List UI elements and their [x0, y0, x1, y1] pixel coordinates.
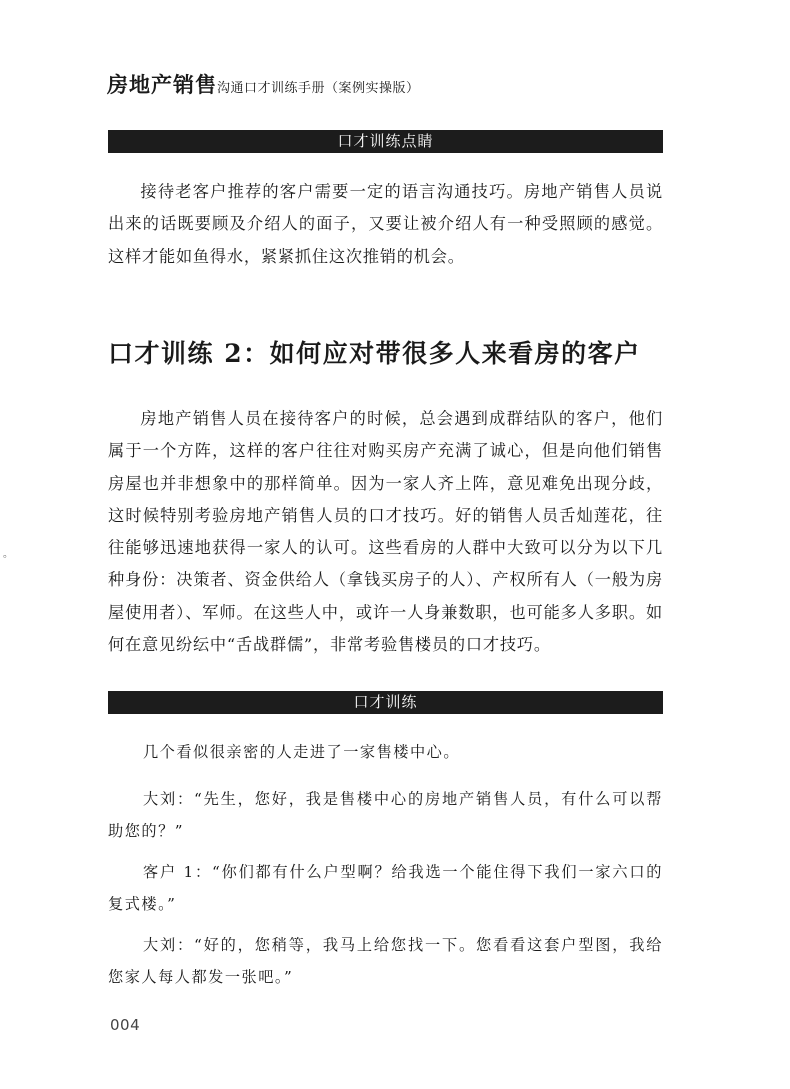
intro-paragraph: 房地产销售人员在接待客户的时候，总会遇到成群结队的客户，他们属于一个方阵，这样的客户往往对购买房产充满了诚心，但是向他们销售房屋也并非想象中的那样简单。因为一家人齐上阵，意见难免出现分歧，这时候特别考验房地产销售人员的口才技巧。好的销售人员舌灿莲花，往往能够迅速地获得一家人的认可。这些看房的人群中大致可以分为以下几种身份：决策者、资金供给人（拿钱买房子的人）、产权所有人（一般为房屋使用者）、军师。在这些人中，或许一人身兼数职，也可能多人多职。如何在意见纷纭中“舌战群儒”，非常考验售楼员的口才技巧。: [108, 409, 663, 655]
section-heading: 口才训练 2：如何应对带很多人来看房的客户: [108, 339, 641, 368]
section-bar-eloquence-tips: 口才训练点睛: [108, 130, 663, 153]
dialogue-line: 大刘：“好的，您稍等，我马上给您找一下。您看看这套户型图，我给您家人每人都发一张吧。”: [108, 936, 663, 986]
book-subtitle: 沟通口才训练手册（案例实操版）: [217, 81, 420, 96]
dialogue-line: 几个看似很亲密的人走进了一家售楼中心。: [142, 743, 461, 761]
book-title: 房地产销售: [107, 73, 217, 97]
running-header: [107, 72, 420, 102]
tips-paragraph: 接待老客户推荐的客户需要一定的语言沟通技巧。房地产销售人员说出来的话既要顾及介绍人的面子，又要让被介绍人有一种受照顾的感觉。这样才能如鱼得水，紧紧抓住这次推销的机会。: [108, 182, 663, 266]
dialogue-line: 大刘：“先生，您好，我是售楼中心的房地产销售人员，有什么可以帮助您的？”: [108, 790, 663, 840]
margin-mark: 。: [3, 549, 13, 560]
section-bar-eloquence-training: 口才训练: [108, 691, 663, 714]
dialogue-line: 客户 1：“你们都有什么户型啊？给我选一个能住得下我们一家六口的复式楼。”: [108, 863, 663, 913]
page-number: 004: [110, 1016, 141, 1034]
